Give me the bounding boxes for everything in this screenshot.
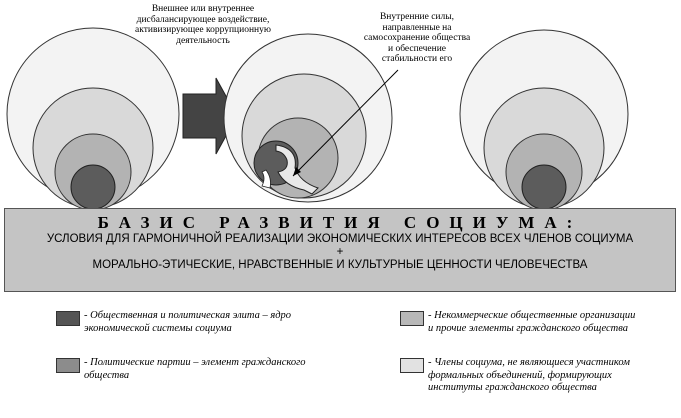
legend-swatch [56,311,80,326]
legend-label: - Некоммерческие общественные организации и прочие элементы гражданского общества [428,310,636,334]
legend-item-elite [56,310,336,335]
internal-forces-note: Внутренние силы, направленные на самосохранение общества и обеспечение стабильности его [363,12,471,64]
basis-line-values: МОРАЛЬНО-ЭТИЧЕСКИЕ, НРАВСТВЕННЫЕ И КУЛЬТУРНЫЕ ЦЕННОСТИ ЧЕЛОВЕЧЕСТВА [92,259,588,271]
basis-line-economic: УСЛОВИЯ ДЛЯ ГАРМОНИЧНОЙ РЕАЛИЗАЦИИ ЭКОНОМИЧЕСКИХ ИНТЕРЕСОВ ВСЕХ ЧЛЕНОВ СОЦИУМА [46,233,634,245]
legend-swatch [400,358,424,373]
legend-label: - Общественная и политическая элита – ядро экономической системы социума [84,310,292,334]
circle-layer-elite [522,165,566,209]
basis-title: БАЗИС РАЗВИТИЯ СОЦИУМА: [97,213,583,232]
legend-item-parties [56,357,346,382]
legend-item-ngo [400,310,640,335]
legend-swatch [56,358,80,373]
circle-set-right [460,30,628,210]
external-impact-note: Внешнее или внутреннее дисбалансирующее воздействие, активизирующее коррупционную деятельность [135,4,271,46]
circle-set-left [7,28,179,210]
legend-swatch [400,311,424,326]
legend-item-members [400,357,640,395]
society-basis-banner [4,208,676,292]
legend-label: - Члены социума, не являющиеся участником формальных объединений, формирующих институты гражданского общества [428,357,630,393]
legend-label: - Политические партии – элемент гражданского общества [84,357,306,381]
circle-layer-elite [71,165,115,209]
basis-plus: + [336,246,344,258]
